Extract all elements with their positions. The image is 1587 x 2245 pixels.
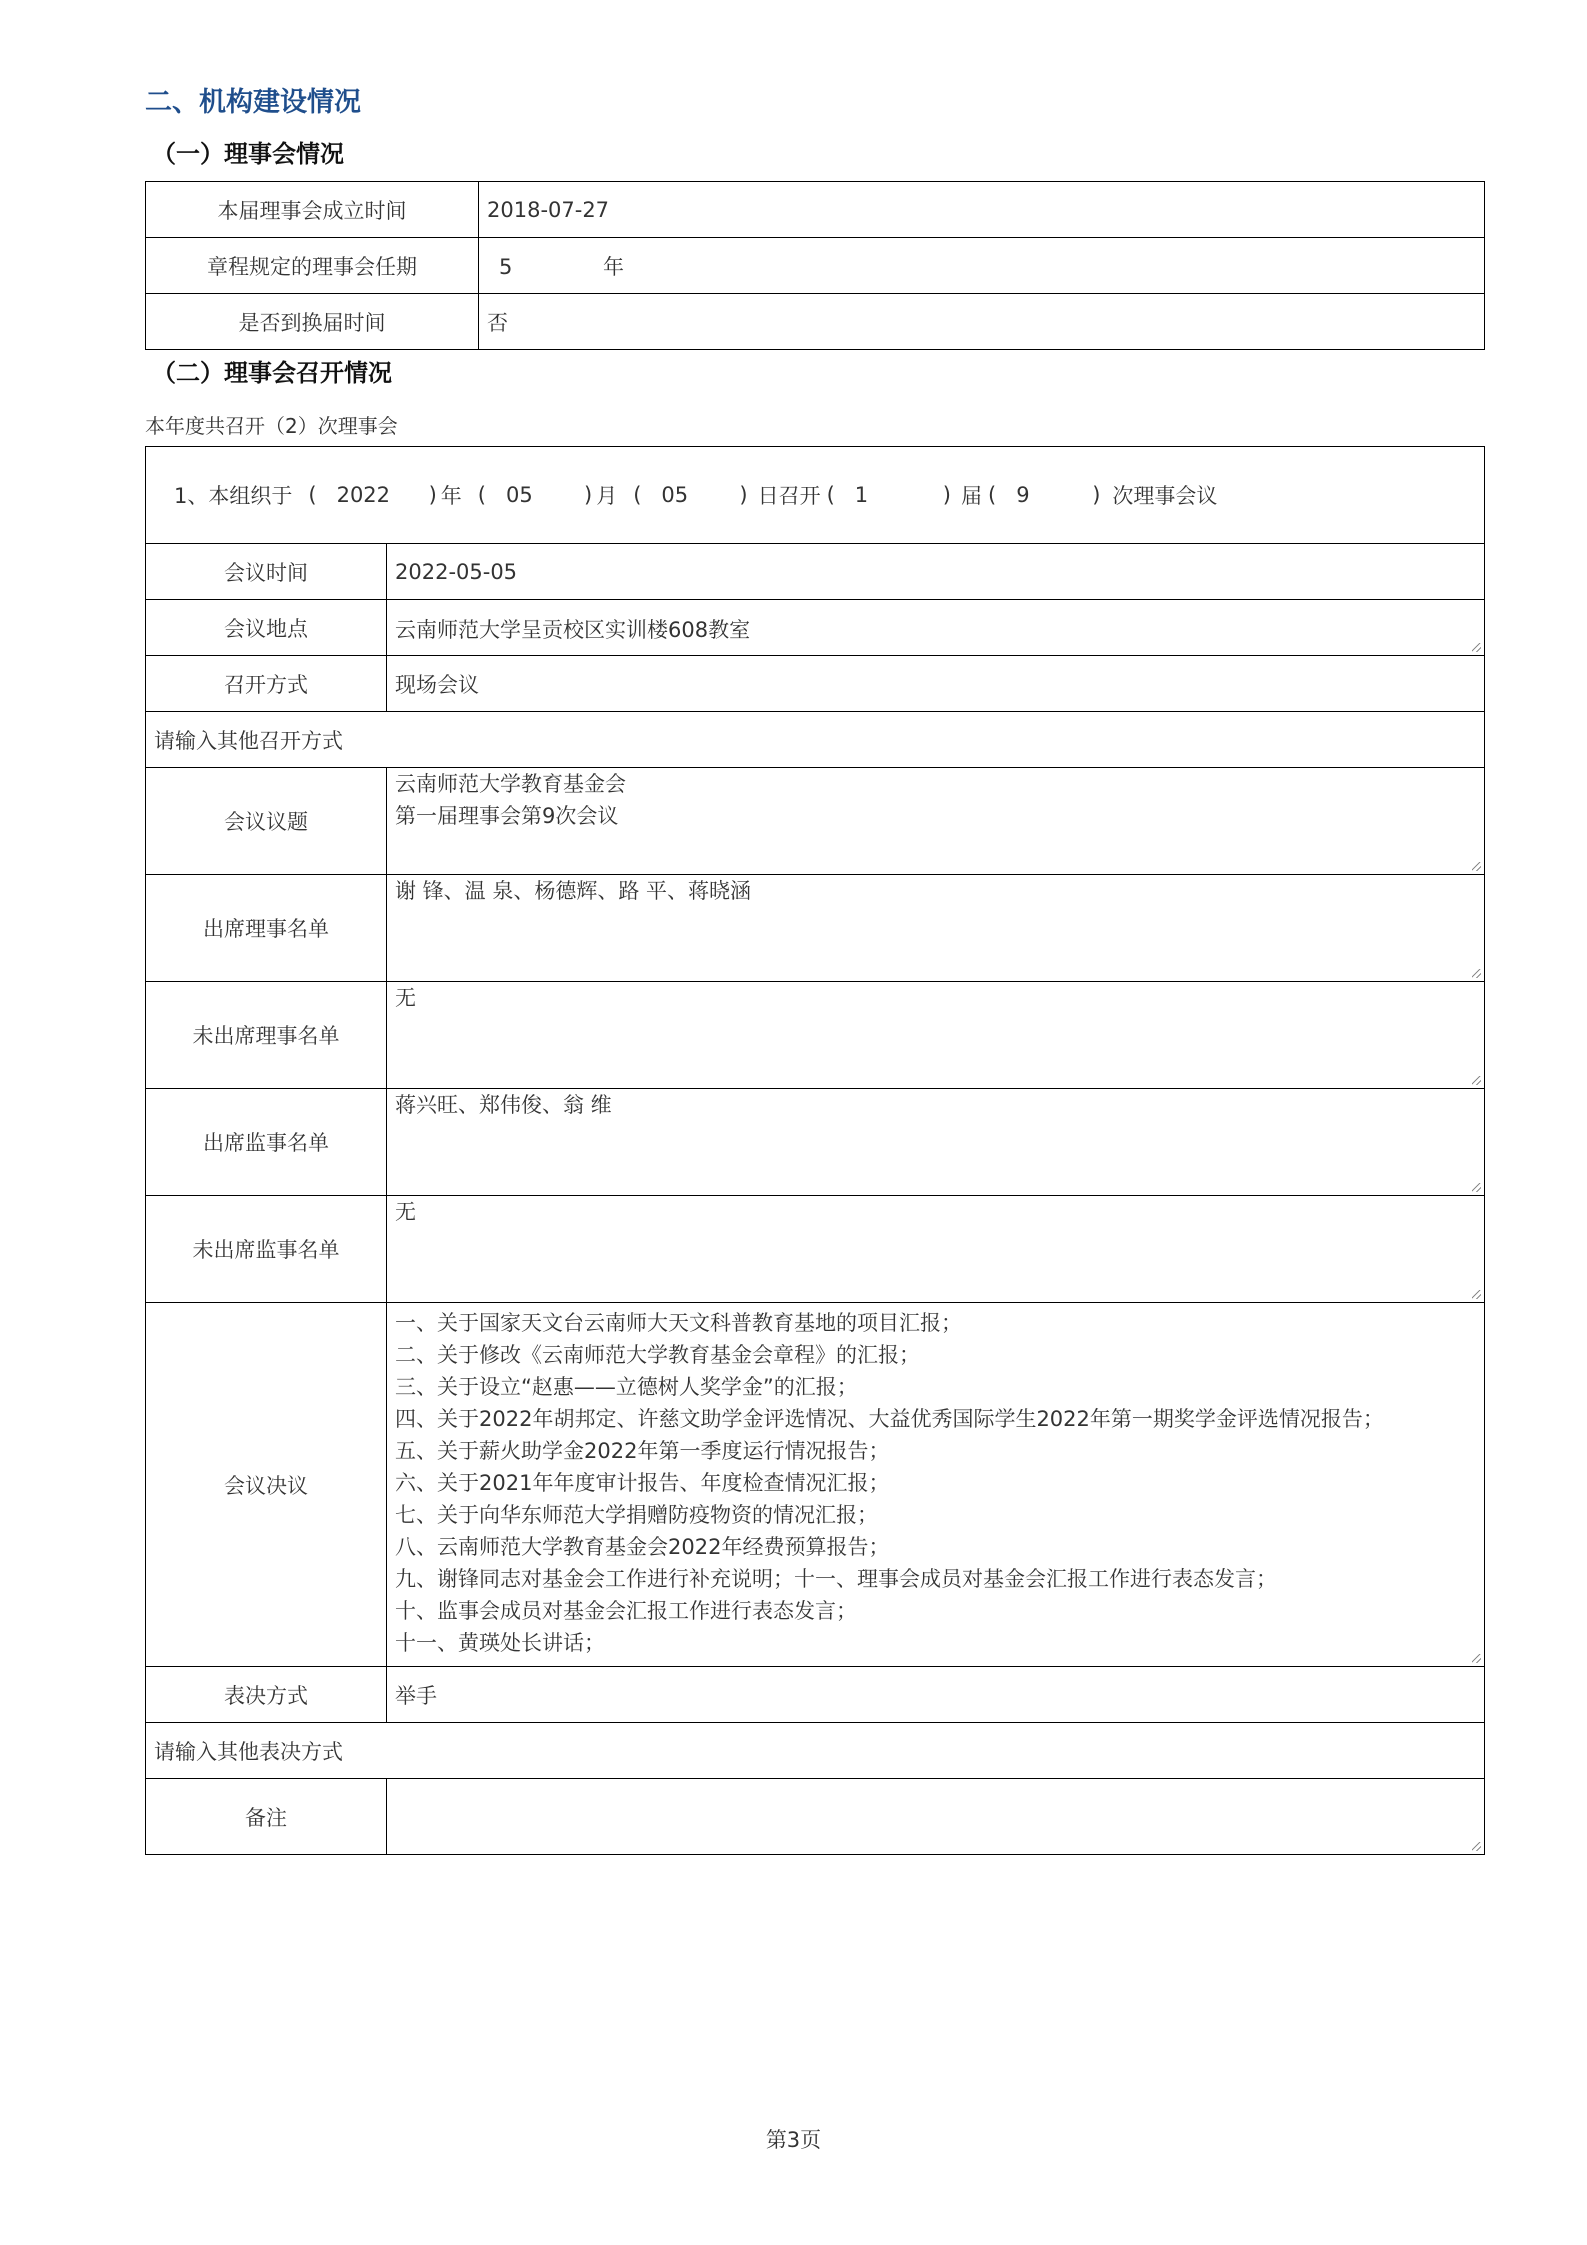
paren-open: ( (633, 483, 642, 507)
term-unit: 届 (961, 484, 982, 508)
month-input[interactable]: 05 (505, 483, 533, 507)
meeting-table (145, 446, 1485, 1855)
day-unit: 日召开 (757, 484, 821, 508)
resolution-line: 一、关于国家天文台云南师大天文科普教育基地的项目汇报； (395, 1311, 962, 1335)
absent-supervisors-label: 未出席监事名单 (146, 1196, 387, 1303)
meeting-method-label: 召开方式 (146, 656, 387, 712)
table-row (146, 1667, 1485, 1723)
resolution-line: 六、关于2021年年度审计报告、年度检查情况汇报； (395, 1471, 890, 1495)
established-date-value[interactable]: 2018-07-27 (479, 182, 1485, 238)
paren-close: ) (739, 483, 748, 507)
term-expired-value[interactable]: 否 (479, 294, 1485, 350)
resolution-line: 十、监事会成员对基金会汇报工作进行表态发言； (395, 1599, 857, 1623)
resolution-line: 九、谢锋同志对基金会工作进行补充说明；十一、理事会成员对基金会汇报工作进行表态发言； (395, 1567, 1277, 1591)
other-method-input[interactable]: 请输入其他召开方式 (146, 712, 1485, 768)
meeting-place-textarea[interactable]: 云南师范大学呈贡校区实训楼608教室 (387, 600, 1485, 656)
present-supervisors-textarea[interactable]: 蒋兴旺、郑伟俊、翁 维 (387, 1089, 1485, 1196)
paren-close: ) (942, 483, 951, 507)
section-title: 二、机构建设情况 (145, 87, 361, 118)
paren-close: ) (1092, 483, 1101, 507)
board-term-input[interactable]: 5 (499, 254, 513, 279)
board-term-unit: 年 (603, 254, 624, 279)
table-row (146, 1089, 1485, 1196)
remarks-textarea[interactable] (387, 1779, 1485, 1855)
present-directors-textarea[interactable]: 谢 锋、温 泉、杨德辉、路 平、蒋晓涵 (387, 875, 1485, 982)
day-input[interactable]: 05 (661, 483, 689, 507)
meeting-topic-label: 会议议题 (146, 768, 387, 875)
meetings-count-note: 本年度共召开（2）次理事会 (145, 414, 398, 438)
established-date-label: 本届理事会成立时间 (146, 182, 479, 238)
meeting-method-value[interactable]: 现场会议 (387, 656, 1485, 712)
resolution-line: 八、云南师范大学教育基金会2022年经费预算报告； (395, 1535, 890, 1559)
topic-line: 云南师范大学教育基金会 (395, 772, 626, 796)
resolution-line: 二、关于修改《云南师范大学教育基金会章程》的汇报； (395, 1343, 920, 1367)
board-term-label: 章程规定的理事会任期 (146, 238, 479, 294)
paren-open: ( (988, 483, 997, 507)
paren-close: ) (583, 483, 593, 507)
vote-method-value[interactable]: 举手 (387, 1667, 1485, 1723)
absent-directors-label: 未出席理事名单 (146, 982, 387, 1089)
meeting-header (146, 447, 1485, 544)
session-input[interactable]: 9 (1016, 483, 1030, 507)
paren-open: ( (308, 483, 317, 507)
meetings-subtitle: （二）理事会召开情况 (152, 359, 392, 387)
resolution-line: 三、关于设立“赵惠——立德树人奖学金”的汇报； (395, 1375, 858, 1399)
table-row (146, 1779, 1485, 1855)
month-unit: 月 (596, 484, 618, 508)
resolution-line: 四、关于2022年胡邦定、许慈文助学金评选情况、大益优秀国际学生2022年第一期奖学金评选情况报告； (395, 1407, 1384, 1431)
board-term-cell (479, 238, 1485, 294)
resolution-line: 七、关于向华东师范大学捐赠防疫物资的情况汇报； (395, 1503, 878, 1527)
board-info-subtitle: （一）理事会情况 (152, 140, 344, 168)
table-row (146, 1303, 1485, 1667)
present-directors-label: 出席理事名单 (146, 875, 387, 982)
remarks-label: 备注 (146, 1779, 387, 1855)
meeting-topic-textarea[interactable] (387, 768, 1485, 875)
meeting-time-label: 会议时间 (146, 544, 387, 600)
term-input[interactable]: 1 (854, 483, 869, 507)
session-unit: 次理事会议 (1112, 484, 1218, 508)
table-row (146, 1723, 1485, 1779)
resolution-textarea[interactable] (387, 1303, 1485, 1667)
meeting-place-label: 会议地点 (146, 600, 387, 656)
table-row (146, 447, 1485, 544)
paren-open: ( (477, 483, 486, 507)
resolution-line: 五、关于薪火助学金2022年第一季度运行情况报告； (395, 1439, 890, 1463)
table-row (146, 1196, 1485, 1303)
absent-supervisors-textarea[interactable]: 无 (387, 1196, 1485, 1303)
page-number: 第3页 (765, 2128, 822, 2152)
table-row (146, 182, 1485, 238)
table-row (146, 600, 1485, 656)
year-unit: 年 (440, 484, 462, 508)
paren-open: ( (826, 483, 835, 507)
table-row (146, 544, 1485, 600)
table-row (146, 982, 1485, 1089)
topic-line: 第一届理事会第9次会议 (395, 804, 619, 828)
header-prefix: 1、本组织于 (174, 484, 293, 508)
vote-method-label: 表决方式 (146, 1667, 387, 1723)
paren-close: ) (428, 483, 437, 507)
table-row (146, 294, 1485, 350)
table-row (146, 712, 1485, 768)
table-row (146, 768, 1485, 875)
board-info-table (145, 181, 1485, 350)
meeting-time-value[interactable]: 2022-05-05 (387, 544, 1485, 600)
term-expired-label: 是否到换届时间 (146, 294, 479, 350)
table-row (146, 238, 1485, 294)
year-input[interactable]: 2022 (336, 483, 391, 507)
absent-directors-textarea[interactable]: 无 (387, 982, 1485, 1089)
table-row (146, 656, 1485, 712)
other-vote-input[interactable]: 请输入其他表决方式 (146, 1723, 1485, 1779)
resolution-line: 十一、黄瑛处长讲话； (395, 1631, 605, 1655)
table-row (146, 875, 1485, 982)
resolution-label: 会议决议 (146, 1303, 387, 1667)
present-supervisors-label: 出席监事名单 (146, 1089, 387, 1196)
